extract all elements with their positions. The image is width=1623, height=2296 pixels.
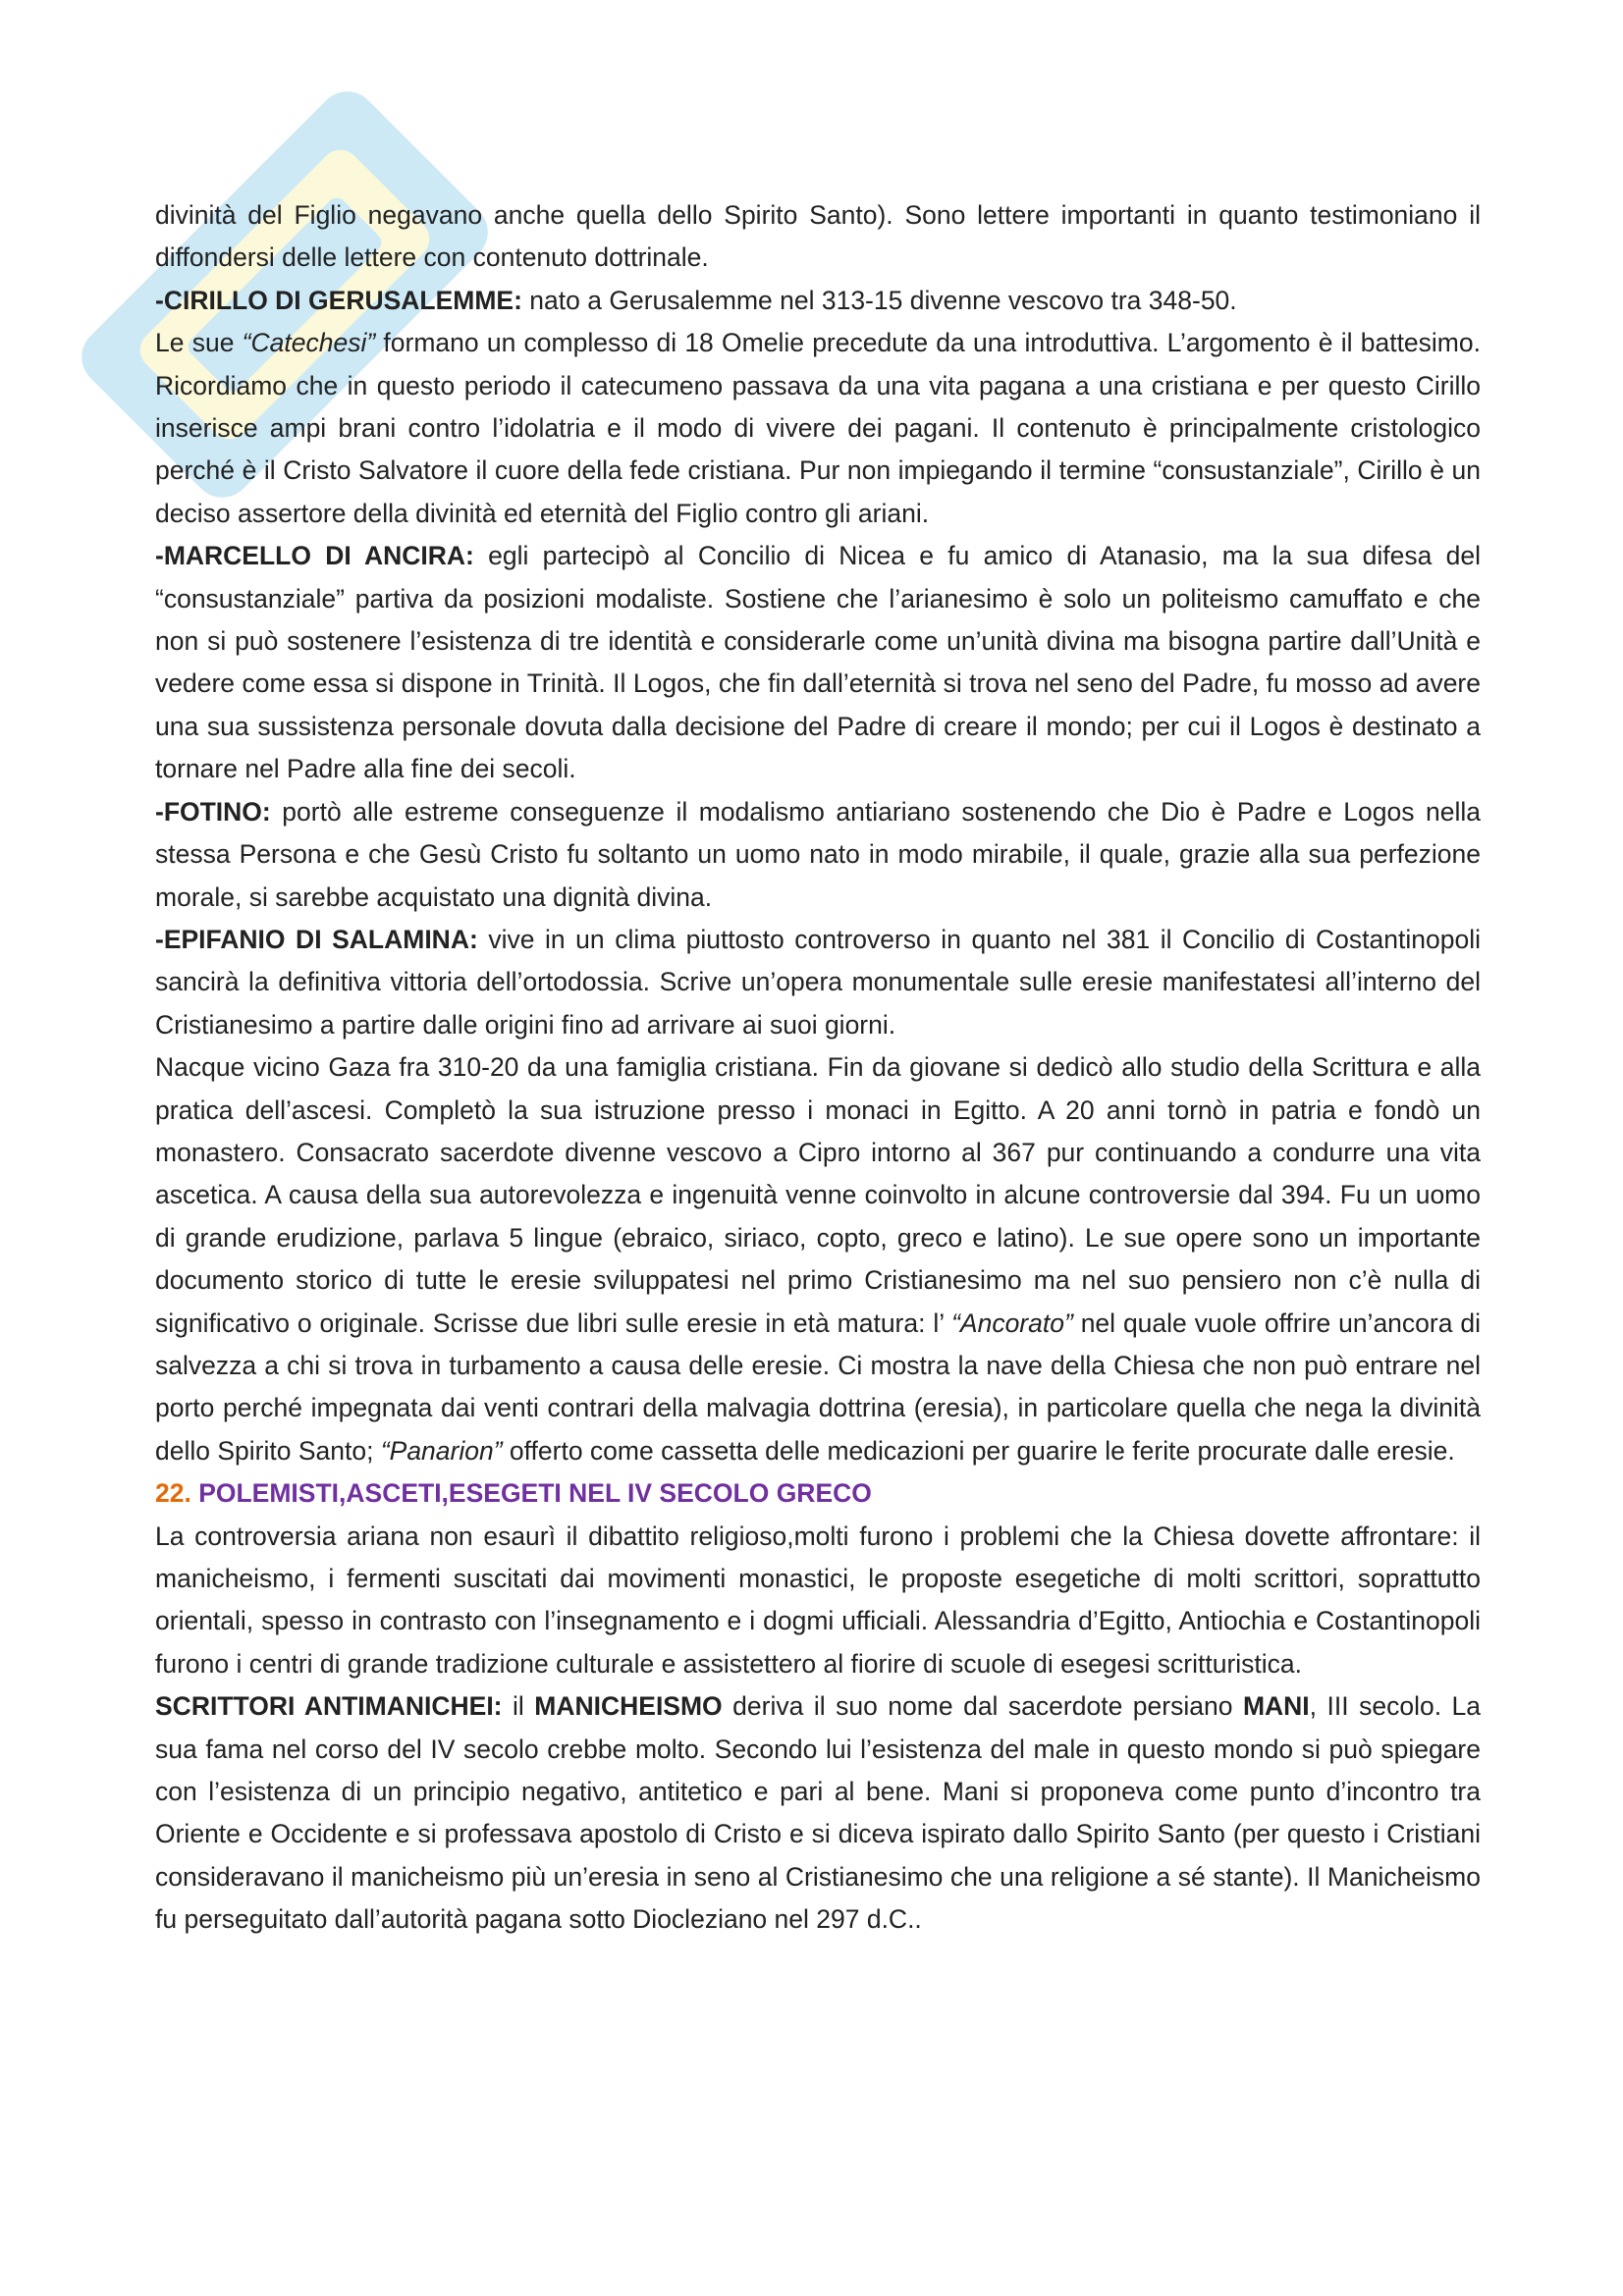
fotino-text: portò alle estreme conseguenze il modalismo antiariano sostenendo che Dio è Padre e Logos nella stessa Persona e che Gesù Cristo fu soltanto un uomo nato in modo mirabile, il quale, grazie alla sua perfezione morale, si sarebbe acquistato una dignità divina. [155, 796, 1481, 912]
paragraph-intro [155, 194, 1481, 280]
author-name-cirillo: -CIRILLO DI GERUSALEMME: [155, 285, 522, 315]
cirillo-text-1: nato a Gerusalemme nel 313-15 divenne vescovo tra 348-50. [521, 285, 1237, 315]
work-title-panarion: “Panarion” [380, 1435, 503, 1466]
name-mani: MANI [1242, 1691, 1310, 1722]
epifanio-text-2-pre: Nacque vicino Gaza fra 310-20 da una famiglia cristiana. Fin da giovane si dedicò allo studio della Scrittura e alla pratica dell’ascesi. Completò la sua istruzione presso i monaci in Egitto. A 20 anni tornò in patria e fondò un monastero. Consacrato sacerdote divenne vescovo a Cipro intorno al 367 pur continuando a condurre una vita ascetica. A causa della sua autorevolezza e ingenuità venne coinvolto in alcune controversie dal 394. Fu un uomo di grande erudizione, parlava 5 lingue (ebraico, siriaco, copto, greco e latino). Le sue opere sono un importante documento storico di tutte le eresie sviluppatesi nel primo Cristianesimo ma nel suo pensiero non c’è nulla di significativo o originale. Scrisse due libri sulle eresie in età matura: l’ [155, 1052, 1481, 1338]
work-title-catechesi: “Catechesi” [242, 328, 376, 358]
paragraph-marcello [155, 535, 1481, 790]
marcello-text: egli partecipò al Concilio di Nicea e fu amico di Atanasio, ma la sua difesa del “consustanziale” partiva da posizioni modaliste. Sostiene che l’arianesimo è solo un politeismo camuffato e che non si può sostenere l’esistenza di tre identità e considerarle come un’unità divina ma bisogna partire dall’Unità e vedere come essa si dispone in Trinità. Il Logos, che fin dall’eternità si trova nel seno del Padre, fu mosso ad avere una sua sussistenza personale dovuta dalla decisione del Padre di creare il mondo; per cui il Logos è destinato a tornare nel Padre alla fine dei secoli. [155, 541, 1481, 784]
antimanichei-text-1: il [502, 1691, 535, 1722]
paragraph-section-22-intro [155, 1516, 1481, 1686]
antimanichei-text-3: , III secolo. La sua fama nel corso del IV secolo crebbe molto. Secondo lui l’esistenza del male in questo mondo si può spiegare con l’esistenza di un principio negativo, antitetico e pari al bene. Mani si proponeva come punto d’incontro tra Oriente e Occidente e si professava apostolo di Cristo e si diceva ispirato dallo Spirito Santo (per questo i Cristiani consideravano il manicheismo più un’eresia in seno al Cristianesimo che una religione a sé stante). Il Manicheismo fu perseguitato dall’autorità pagana sotto Diocleziano nel 297 d.C.. [155, 1691, 1482, 1935]
work-title-ancorato: “Ancorato” [951, 1308, 1073, 1338]
section-number: 22. [155, 1478, 191, 1509]
paragraph-antimanichei [155, 1685, 1481, 1941]
paragraph-intro-text: divinità del Figlio negavano anche quella dello Spirito Santo). Sono lettere importanti in quanto testimoniano il diffondersi delle lettere con contenuto dottrinale. [155, 200, 1481, 273]
term-manicheismo: MANICHEISMO [534, 1691, 723, 1722]
section-22-intro-text: La controversia ariana non esaurì il dibattito religioso,molti furono i problemi che la Chiesa dovette affrontare: il manicheismo, i fermenti suscitati dai movimenti monastici, le proposte esegetiche di molti scrittori, soprattutto orientali, spesso in contrasto con l’insegnamento e i dogmi ufficiali. Alessandria d’Egitto, Antiochia e Costantinopoli furono i centri di grande tradizione culturale e assistettero al fiorire di scuole di esegesi scritturistica. [155, 1521, 1481, 1679]
author-name-fotino: -FOTINO: [155, 796, 271, 827]
author-name-marcello: -MARCELLO DI ANCIRA: [155, 541, 474, 571]
document-page [155, 194, 1481, 1942]
section-heading [155, 1472, 1481, 1515]
cirillo-text-2-pre: Le sue [155, 328, 243, 358]
paragraph-fotino [155, 791, 1481, 919]
author-name-epifanio: -EPIFANIO DI SALAMINA: [155, 924, 478, 954]
epifanio-text-1: vive in un clima piuttosto controverso in quanto nel 381 il Concilio di Costantinopoli sancirà la definitiva vittoria dell’ortodossia. Scrive un’opera monumentale sulle eresie manifestatesi all’interno del Cristianesimo a partire dalle origini fino ad arrivare ai suoi giorni. [155, 924, 1481, 1040]
epifanio-text-2-mid: nel quale vuole offrire un’ancora di salvezza a chi si trova in turbamento a causa delle eresie. Ci mostra la nave della Chiesa che non può entrare nel porto perché impegnata dai venti contrari della malvagia dottrina (eresia), in particolare quella che nega la divinità dello Spirito Santo; [155, 1308, 1481, 1466]
paragraph-cirillo [155, 280, 1481, 535]
antimanichei-text-2: deriva il suo nome dal sacerdote persiano [722, 1691, 1243, 1722]
section-title: POLEMISTI,ASCETI,ESEGETI NEL IV SECOLO GRECO [190, 1478, 872, 1509]
epifanio-text-2-post: offerto come cassetta delle medicazioni per guarire le ferite procurate dalle eresie. [502, 1435, 1455, 1466]
paragraph-epifanio [155, 919, 1481, 1472]
label-scrittori-antimanichei: SCRITTORI ANTIMANICHEI: [155, 1691, 503, 1722]
cirillo-text-2-post: formano un complesso di 18 Omelie precedute da una introduttiva. L’argomento è il battesimo. Ricordiamo che in questo periodo il catecumeno passava da una vita pagana a una cristiana e per questo Cirillo inserisce ampi brani contro l’idolatria e il modo di vivere dei pagani. Il contenuto è principalmente cristologico perché è il Cristo Salvatore il cuore della fede cristiana. Pur non impiegando il termine “consustanziale”, Cirillo è un deciso assertore della divinità ed eternità del Figlio contro gli ariani. [155, 328, 1481, 528]
